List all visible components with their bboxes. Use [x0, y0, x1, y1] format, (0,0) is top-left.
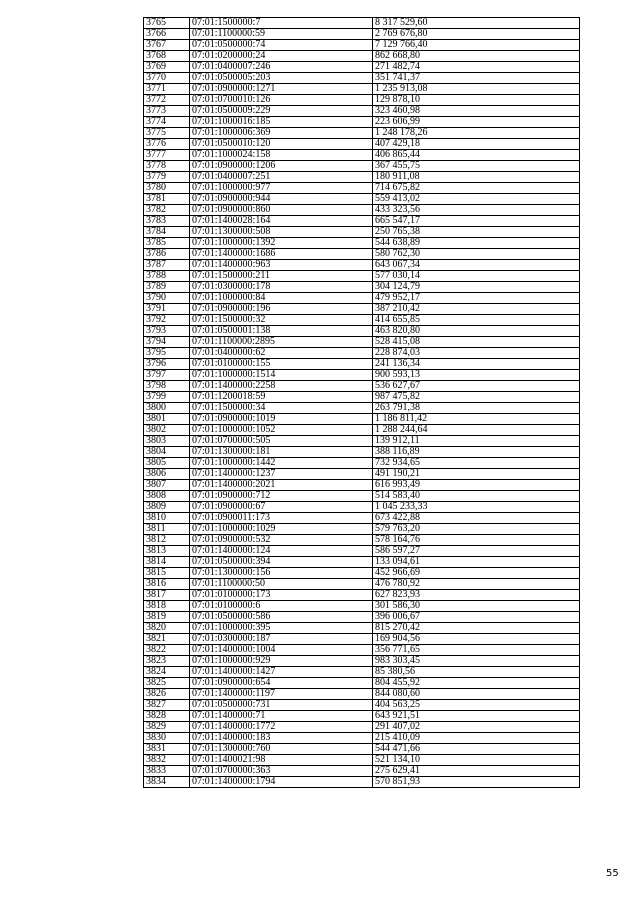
value-cell: 1 288 244,64 — [373, 425, 580, 436]
value-cell: 169 904,56 — [373, 634, 580, 645]
table-row — [144, 491, 580, 502]
table-row — [144, 73, 580, 84]
table-row — [144, 18, 580, 29]
table-row — [144, 392, 580, 403]
cadastral-number-cell: 07:01:0100000:6 — [190, 601, 373, 612]
table-row — [144, 205, 580, 216]
cadastral-number-cell: 07:01:0500000:74 — [190, 40, 373, 51]
cadastral-number-cell: 07:01:0300000:187 — [190, 634, 373, 645]
row-number-cell: 3822 — [144, 645, 190, 656]
row-number-cell: 3775 — [144, 128, 190, 139]
value-cell: 528 415,08 — [373, 337, 580, 348]
row-number-cell: 3827 — [144, 700, 190, 711]
cadastral-number-cell: 07:01:1400000:1794 — [190, 777, 373, 788]
value-cell: 8 317 529,60 — [373, 18, 580, 29]
table-row — [144, 546, 580, 557]
value-cell: 241 136,34 — [373, 359, 580, 370]
cadastral-number-cell: 07:01:0400007:251 — [190, 172, 373, 183]
cadastral-number-cell: 07:01:1400000:183 — [190, 733, 373, 744]
row-number-cell: 3789 — [144, 282, 190, 293]
row-number-cell: 3778 — [144, 161, 190, 172]
cadastral-number-cell: 07:01:0300000:178 — [190, 282, 373, 293]
cadastral-number-cell: 07:01:0100000:155 — [190, 359, 373, 370]
value-cell: 406 865,44 — [373, 150, 580, 161]
cadastral-number-cell: 07:01:0100000:173 — [190, 590, 373, 601]
table-row — [144, 293, 580, 304]
row-number-cell: 3830 — [144, 733, 190, 744]
table-row — [144, 51, 580, 62]
table-row — [144, 700, 580, 711]
value-cell: 643 067,34 — [373, 260, 580, 271]
cadastral-number-cell: 07:01:0500005:203 — [190, 73, 373, 84]
table-row — [144, 689, 580, 700]
row-number-cell: 3832 — [144, 755, 190, 766]
row-number-cell: 3797 — [144, 370, 190, 381]
row-number-cell: 3820 — [144, 623, 190, 634]
row-number-cell: 3819 — [144, 612, 190, 623]
cadastral-number-cell: 07:01:1300000:508 — [190, 227, 373, 238]
table-row — [144, 95, 580, 106]
value-cell: 275 629,41 — [373, 766, 580, 777]
cadastral-number-cell: 07:01:1000000:1392 — [190, 238, 373, 249]
value-cell: 491 190,21 — [373, 469, 580, 480]
row-number-cell: 3769 — [144, 62, 190, 73]
cadastral-number-cell: 07:01:1400000:1237 — [190, 469, 373, 480]
cadastral-number-cell: 07:01:1400000:963 — [190, 260, 373, 271]
row-number-cell: 3816 — [144, 579, 190, 590]
cadastral-number-cell: 07:01:1200018:59 — [190, 392, 373, 403]
value-cell: 732 934,65 — [373, 458, 580, 469]
value-cell: 815 270,42 — [373, 623, 580, 634]
cadastral-number-cell: 07:01:1300000:156 — [190, 568, 373, 579]
table-row — [144, 766, 580, 777]
cadastral-number-cell: 07:01:1400021:98 — [190, 755, 373, 766]
cadastral-number-cell: 07:01:0500010:120 — [190, 139, 373, 150]
row-number-cell: 3831 — [144, 744, 190, 755]
row-number-cell: 3798 — [144, 381, 190, 392]
value-cell: 356 771,65 — [373, 645, 580, 656]
registry-table — [143, 17, 580, 788]
cadastral-number-cell: 07:01:1000000:977 — [190, 183, 373, 194]
cadastral-number-cell: 07:01:0900000:196 — [190, 304, 373, 315]
cadastral-number-cell: 07:01:1100000:2895 — [190, 337, 373, 348]
cadastral-number-cell: 07:01:1000000:929 — [190, 656, 373, 667]
cadastral-number-cell: 07:01:0500001:138 — [190, 326, 373, 337]
cadastral-number-cell: 07:01:0900000:532 — [190, 535, 373, 546]
row-number-cell: 3788 — [144, 271, 190, 282]
table-row — [144, 557, 580, 568]
row-number-cell: 3765 — [144, 18, 190, 29]
table-row — [144, 359, 580, 370]
table-row — [144, 282, 580, 293]
value-cell: 404 563,25 — [373, 700, 580, 711]
value-cell: 643 921,51 — [373, 711, 580, 722]
row-number-cell: 3821 — [144, 634, 190, 645]
row-number-cell: 3770 — [144, 73, 190, 84]
row-number-cell: 3817 — [144, 590, 190, 601]
cadastral-number-cell: 07:01:1000006:369 — [190, 128, 373, 139]
table-row — [144, 711, 580, 722]
value-cell: 304 124,79 — [373, 282, 580, 293]
cadastral-number-cell: 07:01:0900000:67 — [190, 502, 373, 513]
value-cell: 579 763,20 — [373, 524, 580, 535]
row-number-cell: 3794 — [144, 337, 190, 348]
table-row — [144, 425, 580, 436]
table-row — [144, 667, 580, 678]
table-row — [144, 755, 580, 766]
table-row — [144, 106, 580, 117]
table-row — [144, 62, 580, 73]
value-cell: 1 045 233,33 — [373, 502, 580, 513]
row-number-cell: 3801 — [144, 414, 190, 425]
value-cell: 536 627,67 — [373, 381, 580, 392]
row-number-cell: 3814 — [144, 557, 190, 568]
value-cell: 414 655,85 — [373, 315, 580, 326]
row-number-cell: 3824 — [144, 667, 190, 678]
cadastral-number-cell: 07:01:0700000:505 — [190, 436, 373, 447]
row-number-cell: 3782 — [144, 205, 190, 216]
table-row — [144, 623, 580, 634]
value-cell: 665 547,17 — [373, 216, 580, 227]
row-number-cell: 3806 — [144, 469, 190, 480]
row-number-cell: 3790 — [144, 293, 190, 304]
cadastral-number-cell: 07:01:0200000:24 — [190, 51, 373, 62]
value-cell: 250 765,38 — [373, 227, 580, 238]
cadastral-number-cell: 07:01:0900000:860 — [190, 205, 373, 216]
table-row — [144, 678, 580, 689]
row-number-cell: 3825 — [144, 678, 190, 689]
table-row — [144, 183, 580, 194]
value-cell: 223 606,99 — [373, 117, 580, 128]
cadastral-number-cell: 07:01:1400000:2258 — [190, 381, 373, 392]
table-row — [144, 216, 580, 227]
table-row — [144, 370, 580, 381]
row-number-cell: 3815 — [144, 568, 190, 579]
table-row — [144, 271, 580, 282]
registry-table-body — [144, 18, 580, 788]
cadastral-number-cell: 07:01:1100000:50 — [190, 579, 373, 590]
cadastral-number-cell: 07:01:0700010:126 — [190, 95, 373, 106]
table-row — [144, 227, 580, 238]
value-cell: 987 475,82 — [373, 392, 580, 403]
table-row — [144, 502, 580, 513]
table-row — [144, 150, 580, 161]
table-row — [144, 117, 580, 128]
value-cell: 396 006,67 — [373, 612, 580, 623]
cadastral-number-cell: 07:01:0700000:363 — [190, 766, 373, 777]
cadastral-number-cell: 07:01:1400000:124 — [190, 546, 373, 557]
cadastral-number-cell: 07:01:0500009:229 — [190, 106, 373, 117]
cadastral-number-cell: 07:01:1000000:1442 — [190, 458, 373, 469]
value-cell: 514 583,40 — [373, 491, 580, 502]
cadastral-number-cell: 07:01:0500000:394 — [190, 557, 373, 568]
cadastral-number-cell: 07:01:1500000:7 — [190, 18, 373, 29]
table-row — [144, 381, 580, 392]
row-number-cell: 3804 — [144, 447, 190, 458]
row-number-cell: 3813 — [144, 546, 190, 557]
table-row — [144, 744, 580, 755]
cadastral-number-cell: 07:01:1100000:59 — [190, 29, 373, 40]
table-row — [144, 304, 580, 315]
cadastral-number-cell: 07:01:1000000:395 — [190, 623, 373, 634]
table-row — [144, 161, 580, 172]
cadastral-number-cell: 07:01:1000000:1052 — [190, 425, 373, 436]
cadastral-number-cell: 07:01:0900000:1271 — [190, 84, 373, 95]
row-number-cell: 3786 — [144, 249, 190, 260]
cadastral-number-cell: 07:01:1400000:71 — [190, 711, 373, 722]
value-cell: 263 791,38 — [373, 403, 580, 414]
row-number-cell: 3810 — [144, 513, 190, 524]
value-cell: 804 455,92 — [373, 678, 580, 689]
value-cell: 1 235 913,08 — [373, 84, 580, 95]
row-number-cell: 3828 — [144, 711, 190, 722]
cadastral-number-cell: 07:01:0900011:173 — [190, 513, 373, 524]
table-row — [144, 480, 580, 491]
value-cell: 129 878,10 — [373, 95, 580, 106]
cadastral-number-cell: 07:01:0900000:1206 — [190, 161, 373, 172]
value-cell: 367 455,75 — [373, 161, 580, 172]
row-number-cell: 3777 — [144, 150, 190, 161]
value-cell: 580 762,30 — [373, 249, 580, 260]
value-cell: 673 422,88 — [373, 513, 580, 524]
row-number-cell: 3811 — [144, 524, 190, 535]
cadastral-number-cell: 07:01:1000024:158 — [190, 150, 373, 161]
table-row — [144, 458, 580, 469]
value-cell: 714 675,82 — [373, 183, 580, 194]
table-row — [144, 579, 580, 590]
cadastral-number-cell: 07:01:0900000:654 — [190, 678, 373, 689]
table-row — [144, 260, 580, 271]
row-number-cell: 3768 — [144, 51, 190, 62]
table-row — [144, 403, 580, 414]
cadastral-number-cell: 07:01:1300000:760 — [190, 744, 373, 755]
value-cell: 387 210,42 — [373, 304, 580, 315]
row-number-cell: 3826 — [144, 689, 190, 700]
table-row — [144, 601, 580, 612]
table-row — [144, 128, 580, 139]
table-row — [144, 777, 580, 788]
value-cell: 559 413,02 — [373, 194, 580, 205]
table-row — [144, 524, 580, 535]
row-number-cell: 3809 — [144, 502, 190, 513]
table-row — [144, 590, 580, 601]
row-number-cell: 3829 — [144, 722, 190, 733]
table-row — [144, 315, 580, 326]
row-number-cell: 3799 — [144, 392, 190, 403]
cadastral-number-cell: 07:01:1500000:32 — [190, 315, 373, 326]
row-number-cell: 3800 — [144, 403, 190, 414]
table-row — [144, 722, 580, 733]
table-row — [144, 40, 580, 51]
page-number: 55 — [606, 868, 619, 879]
row-number-cell: 3766 — [144, 29, 190, 40]
row-number-cell: 3773 — [144, 106, 190, 117]
cadastral-number-cell: 07:01:0500000:586 — [190, 612, 373, 623]
value-cell: 271 482,74 — [373, 62, 580, 73]
table-row — [144, 337, 580, 348]
value-cell: 85 380,56 — [373, 667, 580, 678]
row-number-cell: 3812 — [144, 535, 190, 546]
value-cell: 862 668,80 — [373, 51, 580, 62]
cadastral-number-cell: 07:01:1500000:211 — [190, 271, 373, 282]
row-number-cell: 3784 — [144, 227, 190, 238]
value-cell: 1 186 811,42 — [373, 414, 580, 425]
table-row — [144, 645, 580, 656]
value-cell: 323 460,98 — [373, 106, 580, 117]
cadastral-number-cell: 07:01:1000000:1514 — [190, 370, 373, 381]
cadastral-number-cell: 07:01:0900000:944 — [190, 194, 373, 205]
row-number-cell: 3792 — [144, 315, 190, 326]
value-cell: 407 429,18 — [373, 139, 580, 150]
value-cell: 180 911,08 — [373, 172, 580, 183]
value-cell: 433 323,56 — [373, 205, 580, 216]
row-number-cell: 3803 — [144, 436, 190, 447]
row-number-cell: 3781 — [144, 194, 190, 205]
table-row — [144, 326, 580, 337]
table-row — [144, 469, 580, 480]
table-row — [144, 172, 580, 183]
row-number-cell: 3780 — [144, 183, 190, 194]
row-number-cell: 3796 — [144, 359, 190, 370]
value-cell: 228 874,03 — [373, 348, 580, 359]
value-cell: 301 586,30 — [373, 601, 580, 612]
row-number-cell: 3772 — [144, 95, 190, 106]
row-number-cell: 3793 — [144, 326, 190, 337]
value-cell: 291 407,02 — [373, 722, 580, 733]
cadastral-number-cell: 07:01:1400028:164 — [190, 216, 373, 227]
row-number-cell: 3808 — [144, 491, 190, 502]
value-cell: 463 820,80 — [373, 326, 580, 337]
cadastral-number-cell: 07:01:1400000:1686 — [190, 249, 373, 260]
table-row — [144, 194, 580, 205]
cadastral-number-cell: 07:01:0400000:62 — [190, 348, 373, 359]
cadastral-number-cell: 07:01:0500000:731 — [190, 700, 373, 711]
table-row — [144, 29, 580, 40]
cadastral-number-cell: 07:01:0900000:712 — [190, 491, 373, 502]
table-row — [144, 568, 580, 579]
cadastral-number-cell: 07:01:1500000:34 — [190, 403, 373, 414]
row-number-cell: 3818 — [144, 601, 190, 612]
value-cell: 452 966,69 — [373, 568, 580, 579]
value-cell: 844 080,60 — [373, 689, 580, 700]
row-number-cell: 3807 — [144, 480, 190, 491]
row-number-cell: 3805 — [144, 458, 190, 469]
row-number-cell: 3802 — [144, 425, 190, 436]
row-number-cell: 3771 — [144, 84, 190, 95]
value-cell: 479 952,17 — [373, 293, 580, 304]
row-number-cell: 3795 — [144, 348, 190, 359]
cadastral-number-cell: 07:01:1400000:1427 — [190, 667, 373, 678]
table-row — [144, 513, 580, 524]
table-row — [144, 447, 580, 458]
row-number-cell: 3834 — [144, 777, 190, 788]
value-cell: 1 248 178,26 — [373, 128, 580, 139]
cadastral-number-cell: 07:01:1400000:1197 — [190, 689, 373, 700]
value-cell: 139 912,11 — [373, 436, 580, 447]
cadastral-number-cell: 07:01:1000000:1029 — [190, 524, 373, 535]
table-row — [144, 656, 580, 667]
value-cell: 616 993,49 — [373, 480, 580, 491]
table-row — [144, 249, 580, 260]
table-row — [144, 436, 580, 447]
value-cell: 351 741,37 — [373, 73, 580, 84]
table-row — [144, 612, 580, 623]
value-cell: 2 769 676,80 — [373, 29, 580, 40]
row-number-cell: 3785 — [144, 238, 190, 249]
value-cell: 544 471,66 — [373, 744, 580, 755]
cadastral-number-cell: 07:01:1400000:1772 — [190, 722, 373, 733]
cadastral-number-cell: 07:01:1300000:181 — [190, 447, 373, 458]
cadastral-number-cell: 07:01:1000000:84 — [190, 293, 373, 304]
cadastral-number-cell: 07:01:1400000:2021 — [190, 480, 373, 491]
value-cell: 577 030,14 — [373, 271, 580, 282]
row-number-cell: 3776 — [144, 139, 190, 150]
cadastral-number-cell: 07:01:1400000:1004 — [190, 645, 373, 656]
row-number-cell: 3767 — [144, 40, 190, 51]
row-number-cell: 3791 — [144, 304, 190, 315]
value-cell: 7 129 766,40 — [373, 40, 580, 51]
value-cell: 521 134,10 — [373, 755, 580, 766]
value-cell: 544 638,89 — [373, 238, 580, 249]
table-row — [144, 139, 580, 150]
table-row — [144, 238, 580, 249]
value-cell: 388 116,89 — [373, 447, 580, 458]
value-cell: 133 094,61 — [373, 557, 580, 568]
value-cell: 627 823,93 — [373, 590, 580, 601]
cadastral-number-cell: 07:01:1000016:185 — [190, 117, 373, 128]
table-row — [144, 414, 580, 425]
value-cell: 215 410,09 — [373, 733, 580, 744]
cadastral-number-cell: 07:01:0400007:246 — [190, 62, 373, 73]
value-cell: 578 164,76 — [373, 535, 580, 546]
row-number-cell: 3787 — [144, 260, 190, 271]
table-row — [144, 84, 580, 95]
table-row — [144, 348, 580, 359]
table-row — [144, 634, 580, 645]
row-number-cell: 3833 — [144, 766, 190, 777]
value-cell: 983 303,45 — [373, 656, 580, 667]
row-number-cell: 3779 — [144, 172, 190, 183]
value-cell: 476 780,92 — [373, 579, 580, 590]
value-cell: 570 851,93 — [373, 777, 580, 788]
row-number-cell: 3823 — [144, 656, 190, 667]
table-row — [144, 535, 580, 546]
table-row — [144, 733, 580, 744]
value-cell: 586 597,27 — [373, 546, 580, 557]
cadastral-number-cell: 07:01:0900000:1019 — [190, 414, 373, 425]
value-cell: 900 593,13 — [373, 370, 580, 381]
row-number-cell: 3783 — [144, 216, 190, 227]
row-number-cell: 3774 — [144, 117, 190, 128]
